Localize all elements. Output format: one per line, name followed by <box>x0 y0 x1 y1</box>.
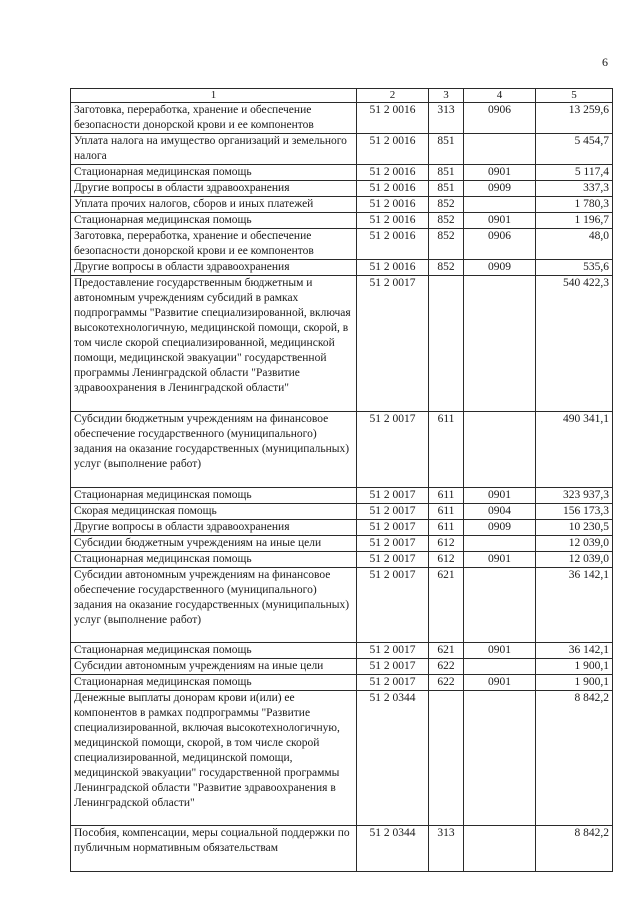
target-article-code-cell: 51 2 0016 <box>357 229 429 260</box>
section-code-cell <box>464 536 536 552</box>
item-name-cell: Скорая медицинская помощь <box>71 504 357 520</box>
amount-cell: 535,6 <box>536 260 613 276</box>
amount-cell: 36 142,1 <box>536 568 613 643</box>
expense-type-code-cell: 611 <box>429 520 464 536</box>
target-article-code-cell: 51 2 0344 <box>357 826 429 872</box>
table-row <box>71 213 613 229</box>
amount-cell: 5 454,7 <box>536 134 613 165</box>
item-name-cell: Стационарная медицинская помощь <box>71 488 357 504</box>
amount-cell: 490 341,1 <box>536 412 613 488</box>
table-row <box>71 826 613 872</box>
expense-type-code-cell <box>429 691 464 826</box>
item-name-cell: Субсидии автономным учреждениям на финансовое обеспечение государственного (муниципального) задания на оказание государственных (муниципальных) услуг (выполнение работ) <box>71 568 357 643</box>
target-article-code-cell: 51 2 0017 <box>357 643 429 659</box>
expense-type-code-cell: 852 <box>429 229 464 260</box>
amount-cell: 48,0 <box>536 229 613 260</box>
budget-table <box>70 88 613 872</box>
expense-type-code-cell: 622 <box>429 675 464 691</box>
item-name-cell: Заготовка, переработка, хранение и обеспечение безопасности донорской крови и ее компонентов <box>71 103 357 134</box>
amount-cell: 540 422,3 <box>536 276 613 412</box>
amount-cell: 10 230,5 <box>536 520 613 536</box>
table-row <box>71 675 613 691</box>
column-number-header: 4 <box>464 89 536 103</box>
section-code-cell <box>464 826 536 872</box>
column-number-row <box>71 89 613 103</box>
amount-cell: 5 117,4 <box>536 165 613 181</box>
target-article-code-cell: 51 2 0017 <box>357 504 429 520</box>
target-article-code-cell: 51 2 0017 <box>357 659 429 675</box>
section-code-cell: 0909 <box>464 260 536 276</box>
table-row <box>71 520 613 536</box>
expense-type-code-cell: 612 <box>429 536 464 552</box>
expense-type-code-cell: 622 <box>429 659 464 675</box>
amount-cell: 1 780,3 <box>536 197 613 213</box>
section-code-cell: 0906 <box>464 103 536 134</box>
expense-type-code-cell <box>429 276 464 412</box>
section-code-cell <box>464 197 536 213</box>
table-row <box>71 260 613 276</box>
expense-type-code-cell: 313 <box>429 826 464 872</box>
table-row <box>71 134 613 165</box>
amount-cell: 337,3 <box>536 181 613 197</box>
target-article-code-cell: 51 2 0016 <box>357 165 429 181</box>
target-article-code-cell: 51 2 0016 <box>357 213 429 229</box>
target-article-code-cell: 51 2 0017 <box>357 488 429 504</box>
target-article-code-cell: 51 2 0016 <box>357 197 429 213</box>
section-code-cell: 0901 <box>464 675 536 691</box>
table-row <box>71 165 613 181</box>
item-name-cell: Уплата прочих налогов, сборов и иных платежей <box>71 197 357 213</box>
target-article-code-cell: 51 2 0017 <box>357 276 429 412</box>
table-row <box>71 552 613 568</box>
item-name-cell: Заготовка, переработка, хранение и обеспечение безопасности донорской крови и ее компонентов <box>71 229 357 260</box>
amount-cell: 12 039,0 <box>536 552 613 568</box>
table-row <box>71 691 613 826</box>
target-article-code-cell: 51 2 0016 <box>357 181 429 197</box>
table-row <box>71 229 613 260</box>
item-name-cell: Стационарная медицинская помощь <box>71 675 357 691</box>
amount-cell: 12 039,0 <box>536 536 613 552</box>
column-number-header: 5 <box>536 89 613 103</box>
table-row <box>71 536 613 552</box>
section-code-cell <box>464 568 536 643</box>
table-row <box>71 181 613 197</box>
item-name-cell: Стационарная медицинская помощь <box>71 643 357 659</box>
section-code-cell: 0901 <box>464 552 536 568</box>
item-name-cell: Предоставление государственным бюджетным и автономным учреждениям субсидий в рамках подпрограммы "Развитие специализированной, включая высокотехнологичную, медицинской помощи, скорой, в том числе скорой специализированной, медицинской помощи, медицинской эвакуации" государственной программы Ленинградской области "Развитие здравоохранения в Ленинградской области" <box>71 276 357 412</box>
expense-type-code-cell: 851 <box>429 181 464 197</box>
expense-type-code-cell: 852 <box>429 260 464 276</box>
item-name-cell: Другие вопросы в области здравоохранения <box>71 520 357 536</box>
expense-type-code-cell: 851 <box>429 165 464 181</box>
target-article-code-cell: 51 2 0344 <box>357 691 429 826</box>
target-article-code-cell: 51 2 0016 <box>357 260 429 276</box>
item-name-cell: Уплата налога на имущество организаций и земельного налога <box>71 134 357 165</box>
target-article-code-cell: 51 2 0017 <box>357 412 429 488</box>
amount-cell: 8 842,2 <box>536 826 613 872</box>
section-code-cell <box>464 659 536 675</box>
amount-cell: 1 900,1 <box>536 659 613 675</box>
item-name-cell: Субсидии автономным учреждениям на иные цели <box>71 659 357 675</box>
target-article-code-cell: 51 2 0017 <box>357 552 429 568</box>
amount-cell: 36 142,1 <box>536 643 613 659</box>
section-code-cell <box>464 691 536 826</box>
item-name-cell: Стационарная медицинская помощь <box>71 213 357 229</box>
target-article-code-cell: 51 2 0017 <box>357 568 429 643</box>
amount-cell: 8 842,2 <box>536 691 613 826</box>
item-name-cell: Другие вопросы в области здравоохранения <box>71 260 357 276</box>
section-code-cell <box>464 134 536 165</box>
table-row <box>71 197 613 213</box>
table-row <box>71 488 613 504</box>
target-article-code-cell: 51 2 0017 <box>357 675 429 691</box>
item-name-cell: Стационарная медицинская помощь <box>71 552 357 568</box>
amount-cell: 1 900,1 <box>536 675 613 691</box>
item-name-cell: Субсидии бюджетным учреждениям на иные цели <box>71 536 357 552</box>
item-name-cell: Денежные выплаты донорам крови и(или) ее компонентов в рамках подпрограммы "Развитие специализированной, включая высокотехнологичную, медицинской помощи, скорой, в том числе скорой специализированной, медицинской помощи, медицинской эвакуации" государственной программы Ленинградской области "Развитие здравоохранения в Ленинградской области" <box>71 691 357 826</box>
section-code-cell: 0901 <box>464 213 536 229</box>
section-code-cell <box>464 412 536 488</box>
expense-type-code-cell: 612 <box>429 552 464 568</box>
amount-cell: 156 173,3 <box>536 504 613 520</box>
table-row <box>71 659 613 675</box>
expense-type-code-cell: 621 <box>429 568 464 643</box>
target-article-code-cell: 51 2 0016 <box>357 134 429 165</box>
section-code-cell: 0901 <box>464 488 536 504</box>
item-name-cell: Пособия, компенсации, меры социальной поддержки по публичным нормативным обязательствам <box>71 826 357 872</box>
target-article-code-cell: 51 2 0017 <box>357 520 429 536</box>
expense-type-code-cell: 621 <box>429 643 464 659</box>
section-code-cell: 0904 <box>464 504 536 520</box>
section-code-cell: 0901 <box>464 643 536 659</box>
target-article-code-cell: 51 2 0016 <box>357 103 429 134</box>
column-number-header: 1 <box>71 89 357 103</box>
column-number-header: 2 <box>357 89 429 103</box>
amount-cell: 13 259,6 <box>536 103 613 134</box>
table-row <box>71 568 613 643</box>
expense-type-code-cell: 313 <box>429 103 464 134</box>
column-number-header: 3 <box>429 89 464 103</box>
amount-cell: 1 196,7 <box>536 213 613 229</box>
table-row <box>71 276 613 412</box>
expense-type-code-cell: 611 <box>429 488 464 504</box>
section-code-cell: 0901 <box>464 165 536 181</box>
item-name-cell: Субсидии бюджетным учреждениям на финансовое обеспечение государственного (муниципального) задания на оказание государственных (муниципальных) услуг (выполнение работ) <box>71 412 357 488</box>
table-row <box>71 643 613 659</box>
amount-cell: 323 937,3 <box>536 488 613 504</box>
expense-type-code-cell: 851 <box>429 134 464 165</box>
table-row <box>71 412 613 488</box>
expense-type-code-cell: 611 <box>429 412 464 488</box>
table-row <box>71 504 613 520</box>
expense-type-code-cell: 852 <box>429 197 464 213</box>
section-code-cell: 0906 <box>464 229 536 260</box>
page-number: 6 <box>602 55 608 69</box>
item-name-cell: Другие вопросы в области здравоохранения <box>71 181 357 197</box>
section-code-cell: 0909 <box>464 520 536 536</box>
section-code-cell <box>464 276 536 412</box>
target-article-code-cell: 51 2 0017 <box>357 536 429 552</box>
section-code-cell: 0909 <box>464 181 536 197</box>
expense-type-code-cell: 852 <box>429 213 464 229</box>
expense-type-code-cell: 611 <box>429 504 464 520</box>
item-name-cell: Стационарная медицинская помощь <box>71 165 357 181</box>
table-row <box>71 103 613 134</box>
